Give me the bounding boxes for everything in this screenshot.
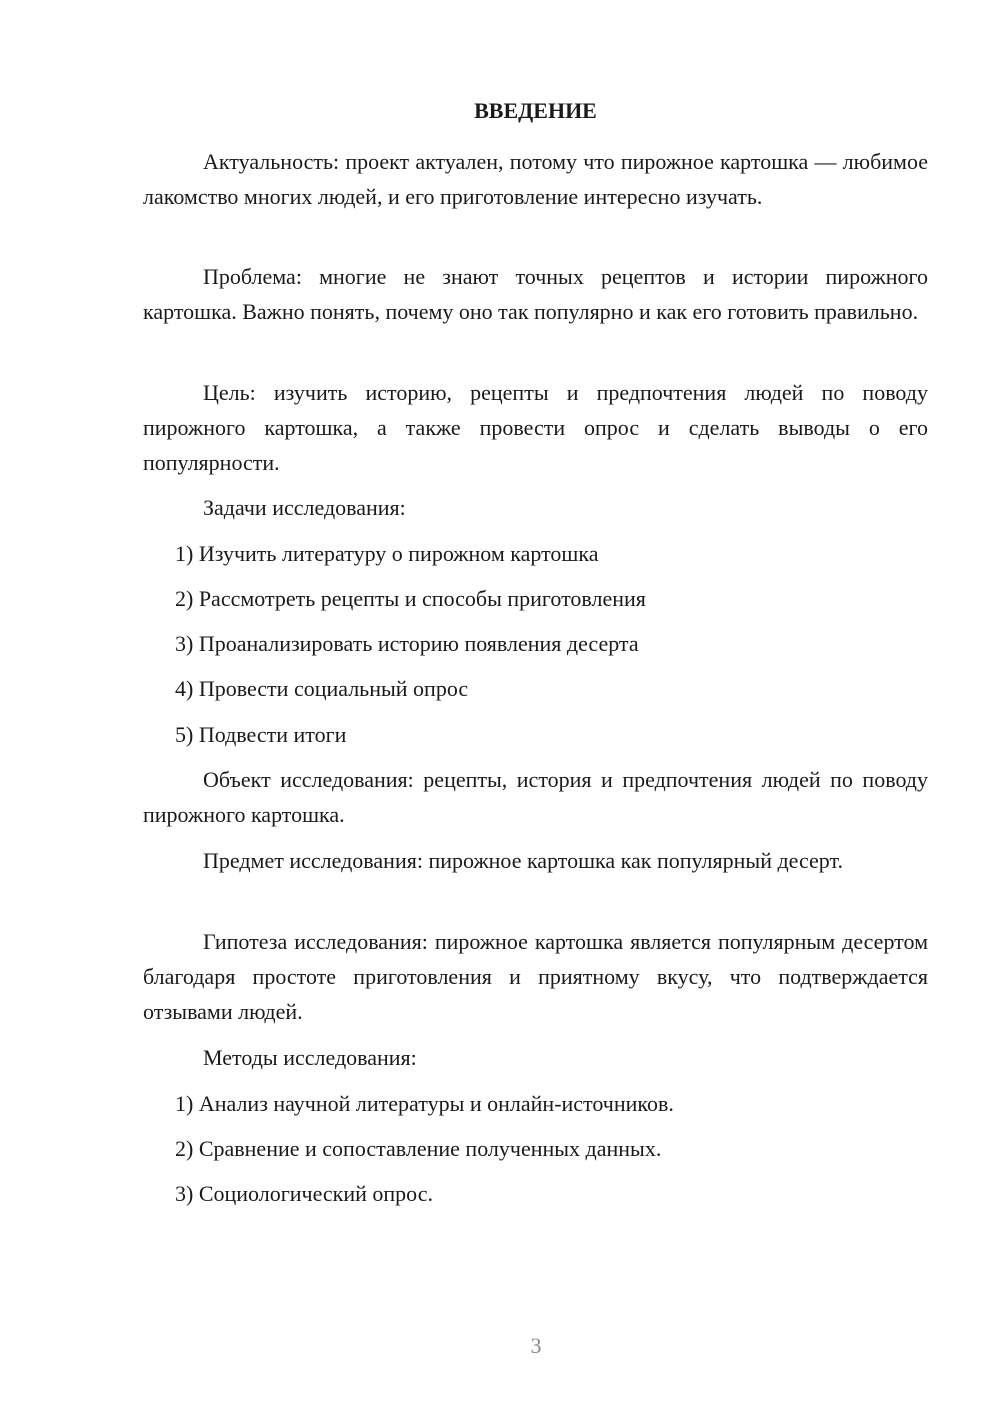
page-title: ВВЕДЕНИЕ xyxy=(474,98,597,123)
problem-paragraph: Проблема: многие не знают точных рецептов и истории пирожного картошка. Важно понять, почему оно так популярно и как его готовить правильно. xyxy=(143,264,928,324)
goal-paragraph: Цель: изучить историю, рецепты и предпочтения людей по поводу пирожного картошка, а также провести опрос и сделать выводы о его популярности. xyxy=(143,380,928,475)
hypothesis-paragraph: Гипотеза исследования: пирожное картошка является популярным десертом благодаря простоте приготовления и приятному вкусу, что подтверждается отзывами людей. xyxy=(143,929,928,1024)
methods-title: Методы исследования: xyxy=(203,1045,417,1070)
method-item-3: 3) Социологический опрос. xyxy=(175,1181,433,1206)
relevance-paragraph: Актуальность: проект актуален, потому что пирожное картошка — любимое лакомство многих людей, и его приготовление интересно изучать. xyxy=(143,149,928,209)
task-item-3: 3) Проанализировать историю появления десерта xyxy=(175,631,639,656)
object-paragraph: Объект исследования: рецепты, история и предпочтения людей по поводу пирожного картошка. xyxy=(143,767,928,827)
task-item-1: 1) Изучить литературу о пирожном картошка xyxy=(175,541,599,566)
method-item-2: 2) Сравнение и сопоставление полученных данных. xyxy=(175,1136,662,1161)
page-number: 3 xyxy=(530,1333,542,1358)
heading-container xyxy=(143,96,928,126)
subject-paragraph: Предмет исследования: пирожное картошка как популярный десерт. xyxy=(203,848,843,873)
task-item-5: 5) Подвести итоги xyxy=(175,722,347,747)
task-item-4: 4) Провести социальный опрос xyxy=(175,676,469,701)
method-item-1: 1) Анализ научной литературы и онлайн-источников. xyxy=(175,1091,674,1116)
tasks-title: Задачи исследования: xyxy=(203,495,406,520)
task-item-2: 2) Рассмотреть рецепты и способы приготовления xyxy=(175,586,646,611)
